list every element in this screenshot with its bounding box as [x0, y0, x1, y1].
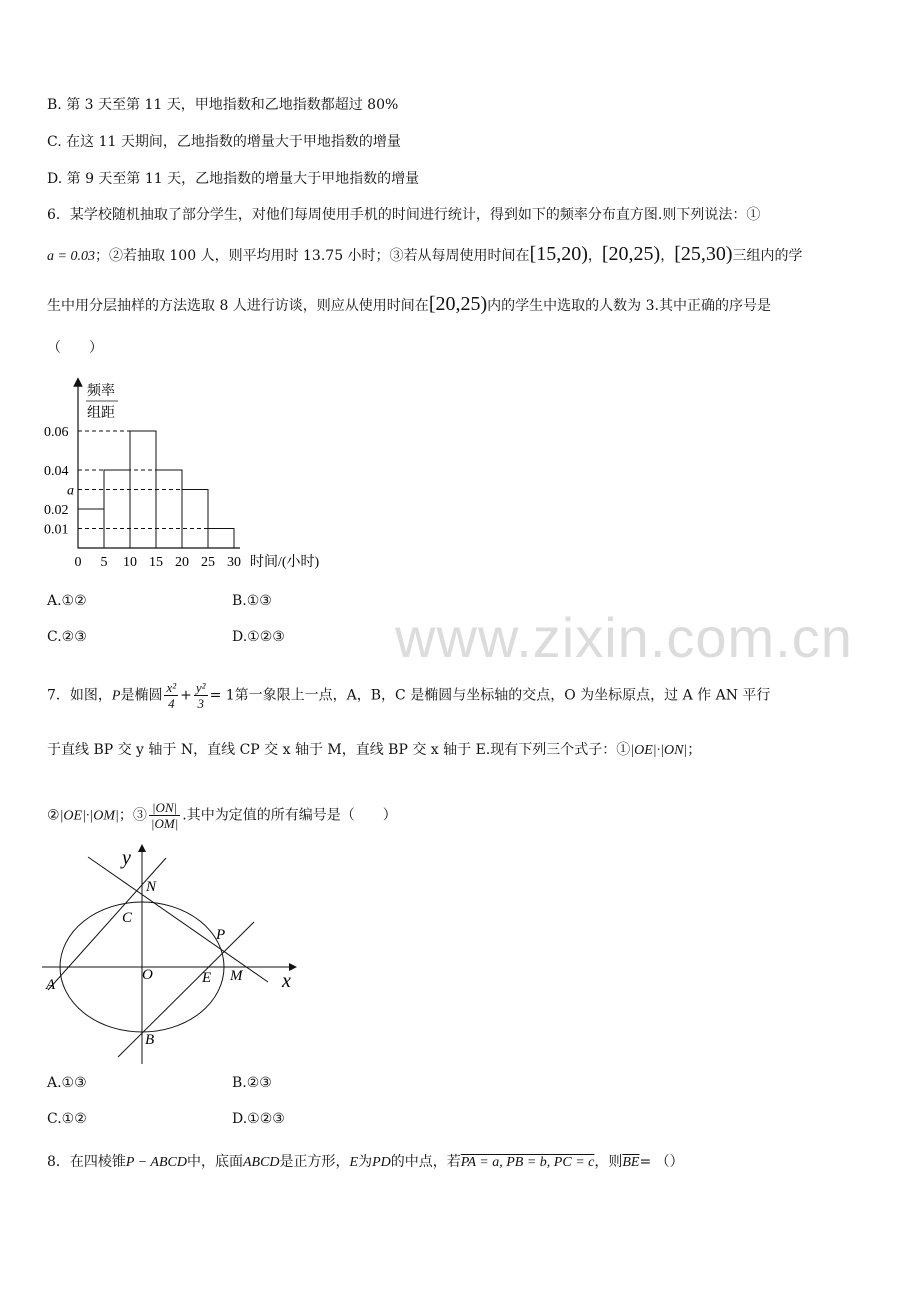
q7-option-d: D.①②③ [232, 1111, 285, 1127]
y-tick-label: 0.02 [44, 503, 69, 518]
x-tick-label: 30 [227, 555, 241, 570]
q8-pyramid: P − ABCD [125, 1155, 187, 1170]
label-n: N [146, 879, 157, 895]
frequency-histogram [40, 376, 350, 576]
q6-line-1: 6．某学校随机抽取了部分学生，对他们每周使用手机的时间进行统计，得到如下的频率分布直方图.则下列说法：① [47, 207, 761, 223]
x-axis-label: 时间/(小时) [250, 555, 320, 570]
x-tick-label: 0 [74, 555, 82, 570]
q7-option-a: A.①③ [47, 1075, 87, 1091]
q7-option-b: B.②③ [232, 1075, 272, 1091]
q7-option-c: C.①② [47, 1111, 87, 1127]
label-b: B [145, 1032, 155, 1048]
q6-line-2: a = 0.03；②若抽取 100 人，则平均用时 13.75 小时；③若从每周使用时间在[15,20)，[20,25)，[25,30)三组内的学 [47, 243, 803, 265]
line-cp [88, 857, 268, 982]
histogram-bar [182, 490, 208, 549]
x-tick-label: 10 [123, 555, 137, 570]
x-tick-label: 25 [201, 555, 215, 570]
q6-interval-2b: [20,25) [428, 293, 488, 315]
q7-line-3: ②|OE|·|OM|；③ $\frac{|ON|}{|OM|}$ .其中为定值的所有编号是（ ） [47, 800, 397, 831]
q5-option-c: C. 在这 11 天期间，乙地指数的增量大于甲地指数的增量 [47, 134, 401, 150]
q7-line-2: 于直线 BP 交 y 轴于 N，直线 CP 交 x 轴于 M，直线 BP 交 x 轴于 E.现有下列三个式子：①|OE|·|ON|； [47, 742, 702, 758]
q5-option-b: B. 第 3 天至第 11 天，甲地指数和乙地指数都超过 80% [47, 97, 399, 113]
q7-expr-1: |OE|·|ON| [630, 743, 688, 758]
ellipse-figure [38, 842, 308, 1067]
q6-answer-paren: （ ） [47, 340, 103, 356]
q7-expr-2: |OE|·|OM| [59, 808, 119, 824]
histogram-bar [156, 470, 182, 548]
y-tick-label: 0.06 [44, 425, 69, 440]
label-p: P [216, 927, 226, 943]
label-x: x [282, 970, 291, 992]
q6-option-a: A.①② [47, 593, 87, 609]
y-tick-labels [44, 425, 74, 538]
label-a: A [46, 977, 56, 993]
label-c: C [122, 910, 133, 926]
y-tick-label: 0.04 [44, 464, 69, 479]
x-tick-label: 15 [149, 555, 163, 570]
q6-a-value: a = 0.03 [47, 249, 95, 264]
label-e: E [202, 970, 212, 986]
label-y: y [122, 847, 131, 869]
q7-line-1: 7．如图，P是椭圆 $\frac{\text{x²}}{4}$ + $\frac{\text{y²}}{3}$ = 1第一象限上一点，A，B，C 是椭圆与坐标轴的交点，O 为坐标原点，过 A 作 AN 平行 [47, 680, 771, 711]
q6-option-b: B.①③ [232, 593, 272, 609]
q5-option-d: D. 第 9 天至第 11 天，乙地指数的增量大于甲地指数的增量 [47, 171, 420, 187]
q6-interval-1: [15,20) [529, 243, 588, 265]
q7-fraction-y: $\frac{\text{y²}}{3}$ [195, 680, 206, 711]
y-label-top: 频率 [87, 384, 115, 399]
watermark: www.zixin.com.cn [395, 606, 853, 669]
q8-vectors: PA = a, PB = b, PC = c [460, 1155, 595, 1170]
q6-line-3: 生中用分层抽样的方法选取 8 人进行访谈，则应从使用时间在[20,25)内的学生中选取的人数为 3.其中正确的序号是 [47, 293, 771, 315]
histogram-bar [104, 470, 130, 548]
x-tick-labels [75, 555, 242, 570]
q6-option-c: C.②③ [47, 629, 87, 645]
q6-line-2-text: ；②若抽取 100 人，则平均用时 13.75 小时；③若从每周使用时间在 [94, 248, 530, 264]
label-o: O [142, 967, 153, 983]
x-tick-label: 5 [100, 555, 108, 570]
q6-option-d: D.①②③ [232, 629, 285, 645]
q8-vector-be: $\overline{BE}$ [622, 1155, 640, 1170]
y-label-bottom: 组距 [87, 406, 115, 421]
line-bp [118, 922, 254, 1057]
y-tick-label: 0.01 [44, 522, 69, 538]
histogram-bar [208, 529, 234, 549]
q6-interval-3: [25,30) [674, 243, 733, 265]
q6-interval-2: [20,25) [601, 243, 661, 265]
q7-fraction-on-om: $\frac{|ON|}{|OM|}$ [150, 800, 179, 831]
q8-line-1: 8．在四棱锥P − ABCD中，底面ABCD是正方形，E为PD的中点，若PA = a, PB = b, PC = c，则$\overline{BE}=$ （） [47, 1154, 684, 1170]
label-m: M [230, 968, 243, 984]
q7-fraction-x: $\frac{\text{x²}}{4}$ [166, 680, 177, 711]
x-tick-label: 20 [175, 555, 189, 570]
y-tick-label: a [67, 483, 74, 499]
